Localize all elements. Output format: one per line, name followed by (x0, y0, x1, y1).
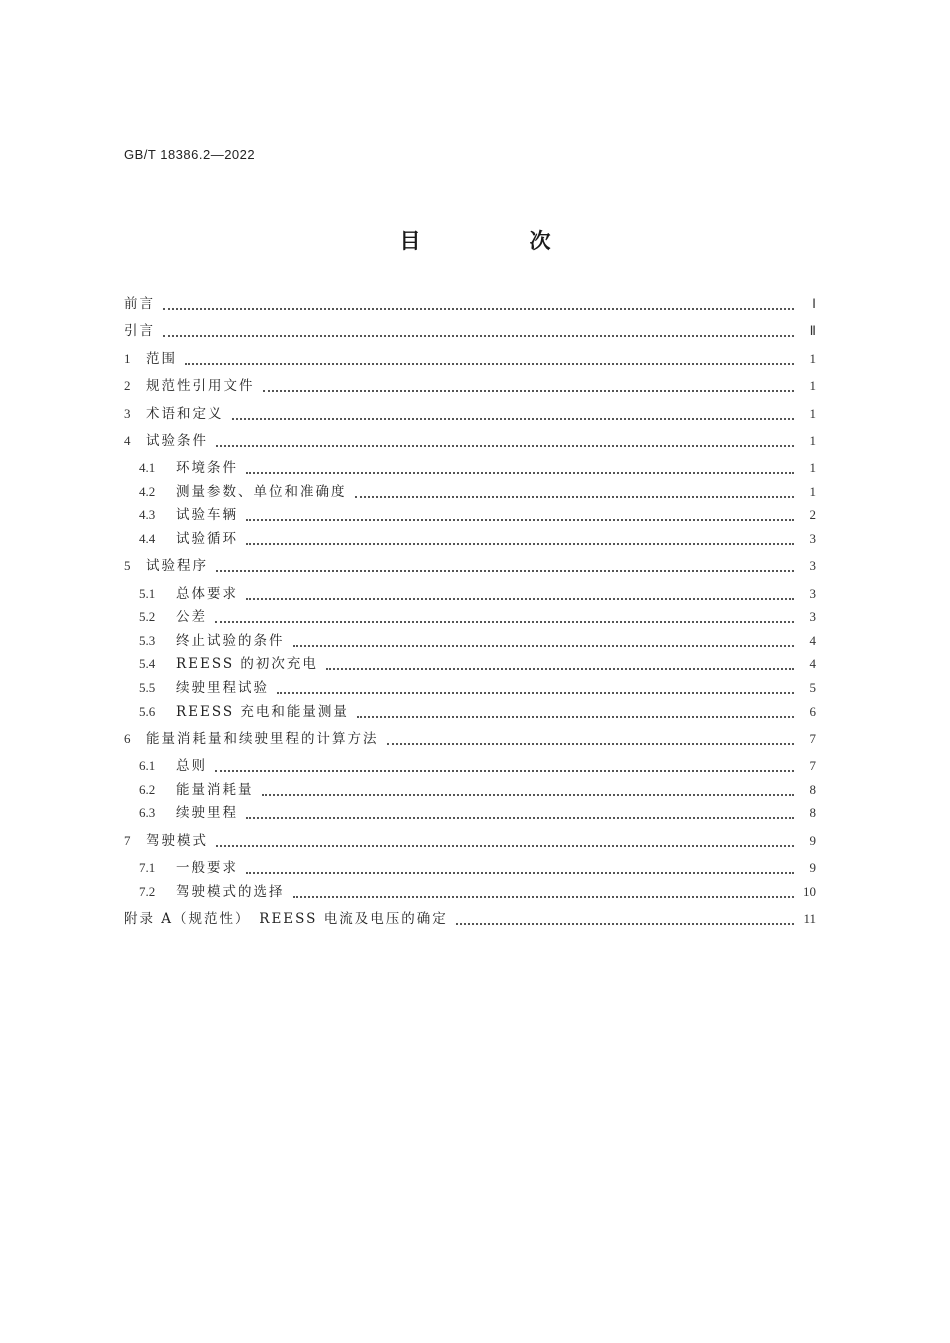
toc-item-number: 5.3 (139, 633, 156, 648)
toc-item-number: 5 (124, 558, 131, 573)
toc-item-5-5[interactable] (139, 678, 816, 698)
toc-item-page: 3 (809, 558, 816, 573)
toc-item-page: Ⅰ (812, 296, 816, 311)
toc-item-number: 4.3 (139, 507, 156, 522)
toc-item-title: 试验程序 (146, 558, 208, 574)
toc-item-7-1[interactable] (139, 858, 816, 878)
toc-item-5-6[interactable] (139, 702, 816, 722)
toc-item-title: 驾驶模式的选择 (176, 884, 285, 900)
toc-item-page: 9 (809, 860, 816, 875)
toc-item-title: 测量参数、单位和准确度 (176, 484, 347, 500)
toc-item-title: 续驶里程试验 (176, 680, 269, 696)
toc-item-number: 4.2 (139, 484, 156, 499)
toc-item-title: 能量消耗量 (176, 782, 254, 798)
dot-leader (215, 607, 794, 623)
toc-item-annex-a[interactable] (124, 909, 816, 929)
dot-leader (357, 702, 794, 718)
toc-item-title: 总则 (176, 758, 207, 774)
dot-leader (185, 349, 794, 365)
toc-item-5[interactable] (124, 556, 816, 576)
toc-item-6-3[interactable] (139, 803, 816, 823)
toc-item-title: 续驶里程 (176, 805, 238, 821)
toc-item-page: 3 (809, 586, 816, 601)
toc-item-5-4[interactable] (139, 654, 816, 674)
toc-item-number: 6.2 (139, 782, 156, 797)
toc-item-4[interactable] (124, 431, 816, 451)
toc-item-title: 能量消耗量和续驶里程的计算方法 (146, 731, 379, 747)
toc-item-title: 前言 (124, 296, 155, 312)
toc-item-title: REESS 的初次充电 (176, 656, 318, 672)
toc-item-6-1[interactable] (139, 756, 816, 776)
dot-leader (456, 909, 794, 925)
toc-item-number: 7.1 (139, 860, 156, 875)
dot-leader (216, 431, 794, 447)
toc-item-title: 试验循环 (176, 531, 238, 547)
toc-item-7[interactable] (124, 831, 816, 851)
dot-leader (246, 529, 794, 545)
toc-item-number: 3 (124, 406, 131, 421)
toc-item-title: 试验条件 (146, 433, 208, 449)
toc-item-page: 2 (809, 507, 816, 522)
dot-leader (215, 756, 794, 772)
toc-item-title: 一般要求 (176, 860, 238, 876)
dot-leader (293, 631, 795, 647)
toc-item-number: 6.1 (139, 758, 156, 773)
toc-item-title: 试验车辆 (176, 507, 238, 523)
toc-item-number: 6.3 (139, 805, 156, 820)
dot-leader (246, 584, 794, 600)
dot-leader (246, 458, 794, 474)
toc-item-foreword[interactable] (124, 294, 816, 314)
toc-item-6-2[interactable] (139, 780, 816, 800)
toc-item-page: 11 (803, 911, 816, 926)
toc-item-7-2[interactable] (139, 882, 816, 902)
toc-item-number: 5.6 (139, 704, 156, 719)
dot-leader (355, 482, 795, 498)
toc-item-page: 6 (809, 704, 816, 719)
toc-item-page: 9 (809, 833, 816, 848)
toc-item-page: 8 (809, 805, 816, 820)
toc-item-number: 5.1 (139, 586, 156, 601)
toc-item-title: 驾驶模式 (146, 833, 208, 849)
dot-leader (246, 803, 794, 819)
toc-item-title: REESS 充电和能量测量 (176, 704, 349, 720)
toc-item-page: 3 (809, 531, 816, 546)
toc-item-5-2[interactable] (139, 607, 816, 627)
toc-item-page: 5 (809, 680, 816, 695)
toc-item-number: 7 (124, 833, 131, 848)
dot-leader (163, 294, 794, 310)
dot-leader (232, 404, 795, 420)
toc-item-2[interactable] (124, 376, 816, 396)
toc-item-page: 1 (809, 433, 816, 448)
toc-item-title: 环境条件 (176, 460, 238, 476)
page-title: 目 次 (399, 229, 595, 253)
toc-item-title: 附录 A（规范性） REESS 电流及电压的确定 (124, 911, 448, 927)
toc-item-title: 引言 (124, 323, 155, 339)
toc-item-title: 总体要求 (176, 586, 238, 602)
toc-item-number: 4.4 (139, 531, 156, 546)
toc-item-title: 公差 (176, 609, 207, 625)
toc-item-5-3[interactable] (139, 631, 816, 651)
toc-item-6[interactable] (124, 729, 816, 749)
toc-item-number: 7.2 (139, 884, 156, 899)
toc-item-number: 5.5 (139, 680, 156, 695)
toc-item-number: 4.1 (139, 460, 156, 475)
dot-leader (216, 831, 794, 847)
toc-item-4-2[interactable] (139, 482, 816, 502)
toc-item-number: 1 (124, 351, 131, 366)
dot-leader (216, 556, 794, 572)
toc-item-introduction[interactable] (124, 321, 816, 341)
toc-item-4-1[interactable] (139, 458, 816, 478)
toc-item-page: 1 (809, 484, 816, 499)
toc-item-page: 7 (809, 731, 816, 746)
toc-item-page: 4 (809, 656, 816, 671)
dot-leader (263, 376, 795, 392)
toc-item-page: 3 (809, 609, 816, 624)
dot-leader (246, 858, 794, 874)
toc-item-title: 规范性引用文件 (146, 378, 255, 394)
dot-leader (387, 729, 795, 745)
toc-item-title: 终止试验的条件 (176, 633, 285, 649)
toc-item-number: 2 (124, 378, 131, 393)
toc-item-title: 范围 (146, 351, 177, 367)
toc-item-number: 4 (124, 433, 131, 448)
dot-leader (246, 505, 794, 521)
toc-item-1[interactable] (124, 349, 816, 369)
toc-item-3[interactable] (124, 404, 816, 424)
toc-item-5-1[interactable] (139, 584, 816, 604)
toc-item-page: 10 (803, 884, 816, 899)
toc-item-page: 1 (809, 406, 816, 421)
toc-item-page: 7 (809, 758, 816, 773)
toc-item-number: 5.2 (139, 609, 156, 624)
toc-item-page: 8 (809, 782, 816, 797)
toc-item-number: 5.4 (139, 656, 156, 671)
toc-item-page: 1 (809, 460, 816, 475)
toc-item-page: Ⅱ (809, 323, 816, 338)
toc-item-4-4[interactable] (139, 529, 816, 549)
toc-item-number: 6 (124, 731, 131, 746)
toc-item-4-3[interactable] (139, 505, 816, 525)
dot-leader (293, 882, 795, 898)
dot-leader (326, 654, 794, 670)
toc-item-page: 1 (809, 351, 816, 366)
toc-item-page: 1 (809, 378, 816, 393)
dot-leader (277, 678, 794, 694)
toc-item-page: 4 (809, 633, 816, 648)
dot-leader (262, 780, 795, 796)
standard-code: GB/T 18386.2—2022 (124, 147, 256, 162)
dot-leader (163, 321, 794, 337)
toc-item-title: 术语和定义 (146, 406, 224, 422)
